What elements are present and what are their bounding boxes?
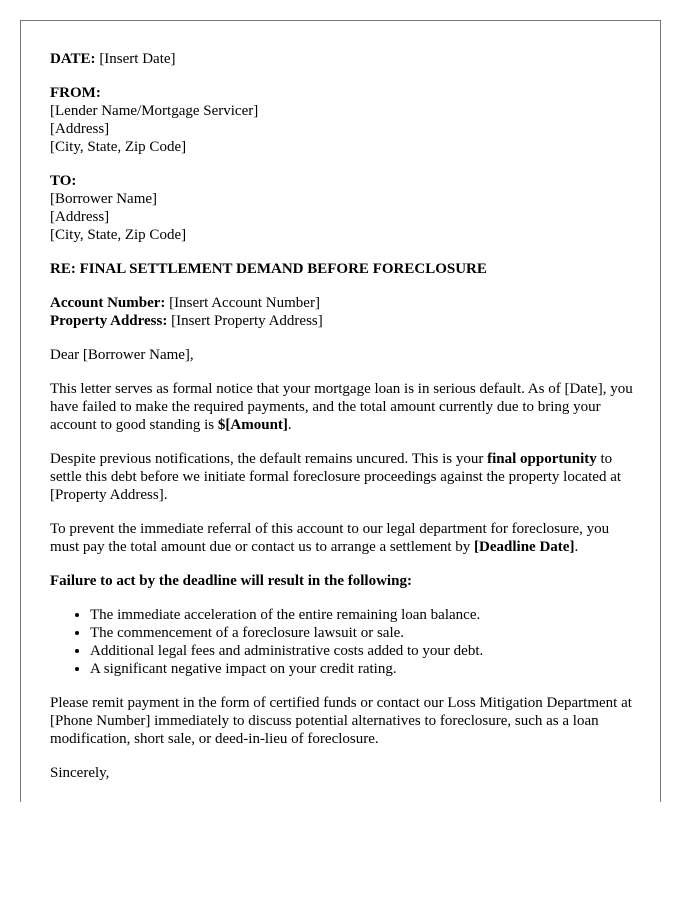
paragraph-end: . bbox=[287, 417, 292, 433]
paragraph-end: . bbox=[574, 539, 579, 555]
paragraph-text: This letter serves as formal notice that your mortgage loan is in serious default. As of [Date], you have failed to make the required payments, and the total amount currently due to bring your account to good standing is bbox=[50, 381, 633, 433]
date-value: [Insert Date] bbox=[99, 51, 176, 67]
property-address-label: Property Address: bbox=[50, 313, 168, 329]
list-item: • Additional legal fees and administrative costs added to your debt. bbox=[90, 642, 640, 660]
property-address-value: [Insert Property Address] bbox=[171, 313, 323, 329]
from-block bbox=[50, 84, 640, 156]
consequences-heading bbox=[50, 572, 640, 590]
deadline-date: [Deadline Date] bbox=[474, 539, 575, 555]
account-block bbox=[50, 294, 640, 330]
date-block bbox=[50, 50, 640, 68]
from-label: FROM: bbox=[50, 85, 101, 101]
list-item: • The commencement of a foreclosure lawsuit or sale. bbox=[90, 624, 640, 642]
paragraph-text: Despite previous notifications, the default remains uncured. This is your bbox=[50, 451, 488, 467]
date-label: DATE: bbox=[50, 51, 96, 67]
to-line: [Borrower Name] bbox=[50, 191, 158, 207]
final-opportunity-emphasis: final opportunity bbox=[487, 451, 597, 467]
subject-text: RE: FINAL SETTLEMENT DEMAND BEFORE FORECLOSURE bbox=[50, 261, 487, 277]
to-line: [City, State, Zip Code] bbox=[50, 227, 187, 243]
list-item: • The immediate acceleration of the entire remaining loan balance. bbox=[90, 606, 640, 624]
to-block bbox=[50, 172, 640, 244]
account-number-value: [Insert Account Number] bbox=[169, 295, 320, 311]
subject-line bbox=[50, 260, 640, 278]
paragraph-default-notice bbox=[50, 380, 640, 434]
paragraph-end: to settle this debt before we initiate formal foreclosure proceedings against the property located at [Property Address]. bbox=[50, 451, 622, 503]
paragraph-final-opportunity bbox=[50, 450, 640, 504]
account-number-label: Account Number: bbox=[50, 295, 166, 311]
letter-page bbox=[20, 20, 661, 802]
amount-due: $[Amount] bbox=[217, 417, 288, 433]
from-line: [Lender Name/Mortgage Servicer] bbox=[50, 103, 259, 119]
paragraph-text: To prevent the immediate referral of this account to our legal department for foreclosure, you must pay the total amount due or contact us to arrange a settlement by bbox=[50, 521, 610, 555]
from-line: [Address] bbox=[50, 121, 110, 137]
property-address-line bbox=[50, 312, 640, 330]
paragraph-remit-payment: Please remit payment in the form of certified funds or contact our Loss Mitigation Department at [Phone Number] immediately to discuss potential alternatives to foreclosure, such as a loan modification, short sale, or deed-in-lieu of foreclosure. bbox=[50, 695, 632, 747]
paragraph-deadline bbox=[50, 520, 640, 556]
to-line: [Address] bbox=[50, 209, 110, 225]
closing: Sincerely, bbox=[50, 765, 110, 781]
account-number-line bbox=[50, 294, 640, 312]
letter-content bbox=[50, 50, 640, 798]
consequences-heading-text: Failure to act by the deadline will result in the following: bbox=[50, 573, 412, 589]
consequences-list bbox=[50, 606, 640, 678]
list-item: • A significant negative impact on your credit rating. bbox=[90, 660, 640, 678]
to-label: TO: bbox=[50, 173, 77, 189]
from-line: [City, State, Zip Code] bbox=[50, 139, 187, 155]
salutation: Dear [Borrower Name], bbox=[50, 347, 194, 363]
